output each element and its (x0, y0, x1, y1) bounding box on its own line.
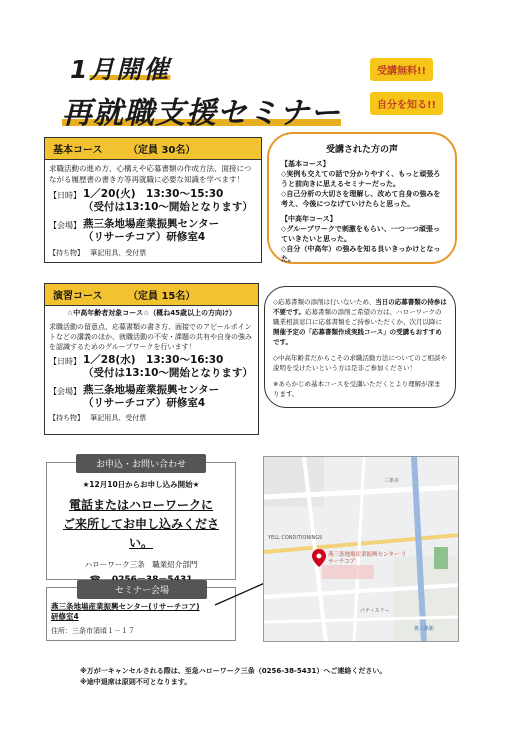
contact-start-note: ★12月10日からお申し込み開始★ (82, 480, 200, 489)
contact-office: ハローワーク三条 職業紹介部門 (84, 560, 198, 569)
testimonial-item: ◇実例も交えての話で分かりやすく、もっと頑張ろうと前向きに思えるセミナーだった。 (281, 170, 441, 188)
notice-text: 応募書類の添削ご希望の方は、ハローワークの職業相談窓口に応募書類をご持参いただくか、次月以降に (273, 308, 442, 326)
practice-course-box (44, 283, 259, 435)
contact-main-line2: ご来所してお申し込みください。 (62, 517, 219, 550)
practice-course-capacity: （定員 15名） (127, 291, 196, 302)
venue-map[interactable] (263, 456, 459, 642)
venue-box (46, 587, 236, 641)
notice-bold: 開催予定の「応募書類作成実践コース」の受講もおすすめです。 (273, 328, 442, 346)
basic-course-header (45, 138, 261, 160)
basic-course-box (44, 137, 262, 263)
venue-name-line1: 燕三条地場産業振興センター(リサーチコア) (51, 602, 200, 611)
basic-date-note: （受付は13:10～開始となります） (83, 201, 253, 213)
notice-paragraph-2: ◇中高年齢者だからこその求職活動方法についてのご相談や説明を受けたいという方は是非ご参加ください！ (273, 354, 447, 372)
map-label-venue: 燕三条地場産業振興センター リサーチコア (328, 552, 407, 565)
map-graphic (264, 457, 459, 642)
practice-course-header (45, 284, 258, 306)
practice-venue-line2: （リサーチコア）研修室4 (83, 397, 206, 409)
notice-paragraph-3: ※あらかじめ基本コースを受講いただくとより理解が深まります。 (273, 380, 441, 398)
testimonial-item: ◇グループワークで刺激をもらい、一つ一つ頑張っていきたいと思った。 (281, 225, 440, 243)
basic-items-value: 筆記用具、受付票 (90, 249, 147, 257)
basic-venue-line2: （リサーチコア）研修室4 (83, 231, 206, 243)
contact-header: お申込・お問い合わせ (76, 454, 206, 473)
notice-paragraph-1 (273, 297, 447, 347)
badge-know-yourself: 自分を知る!! (370, 92, 443, 115)
practice-date-label: 【日時】 (49, 357, 81, 366)
notice-text: ◇応募書類の添削は行いないため、 (273, 298, 376, 306)
title-month: 1月開催 (70, 55, 171, 84)
badge-free: 受講無料!! (370, 58, 433, 81)
testimonial-item: ◇自分（中高年）の強みを知る良いきっかけとなった。 (281, 245, 441, 263)
practice-venue-label: 【会場】 (49, 387, 81, 396)
map-label: 三条市 (384, 478, 400, 484)
notice-bold: 当日の応募書類の持参は不要です。 (273, 298, 447, 316)
basic-venue-line1: 燕三条地場産業振興センター (83, 218, 220, 230)
map-label: YELL CONDITIONINGS (268, 535, 323, 541)
venue-name-line2: 研修室4 (51, 612, 79, 621)
basic-course-name: 基本コース (53, 145, 103, 156)
practice-course-description: 求職活動の留意点、応募書類の書き方、面接でのアピールポイントなどの講義のほか、就職活動の不安・課題の共有や自身の強みを認識するためのグループワークを行います！ (49, 323, 252, 351)
testimonials-senior-header: 【中高年コース】 (281, 215, 337, 223)
contact-box (46, 462, 236, 580)
basic-date-value: 1／20(火) 13:30～15:30 (83, 188, 224, 200)
footer-notes (80, 666, 500, 688)
testimonials-title: 受講された方の声 (325, 145, 398, 155)
basic-date-label: 【日時】 (49, 191, 81, 200)
practice-course-name: 演習コース (53, 291, 103, 302)
practice-date-value: 1／28(水) 13:30～16:30 (83, 354, 224, 366)
basic-items-label: 【持ち物】 (49, 249, 84, 257)
testimonials-box (267, 132, 457, 264)
basic-venue-label: 【会場】 (49, 221, 81, 230)
footer-line2: ※途中退席は原則不可となります。 (80, 678, 192, 686)
basic-course-capacity: （定員 30名） (127, 145, 196, 156)
venue-header: セミナー会場 (77, 580, 207, 599)
map-label: 燕三条駅 (414, 626, 435, 632)
map-pin-icon[interactable] (312, 549, 326, 571)
map-label: パティスリー (360, 608, 390, 614)
basic-course-description: 求職活動の進め方、心構えや応募書類の作成方法、面接につながる履歴書の書き方等再就職に必要な知識を学べます！ (49, 164, 252, 184)
footer-line1: ※万が一キャンセルされる際は、至急ハローワーク三条（0256-38-5431）へご連絡ください。 (80, 667, 387, 675)
testimonial-item: ◇自己分析の大切さを理解し、改めて自身の強みを考え、今後につなげていけたらと思った。 (281, 190, 441, 208)
venue-address: 住所：三条市須頃１－１７ (51, 627, 135, 635)
practice-items-label: 【持ち物】 (49, 414, 84, 422)
practice-items-value: 筆記用具、受付票 (90, 414, 147, 422)
notice-bubble (264, 286, 456, 408)
practice-venue-line1: 燕三条地場産業振興センター (83, 384, 220, 396)
testimonials-basic-header: 【基本コース】 (281, 160, 330, 168)
contact-main-line1: 電話またはハローワークに (68, 498, 213, 512)
practice-course-subtitle: ☆中高年齢者対象コース☆（概ね45歳以上の方向け） (67, 309, 236, 317)
page-title: 再就職支援セミナー (62, 96, 341, 131)
practice-date-note: （受付は13:10～開始となります） (83, 367, 253, 379)
